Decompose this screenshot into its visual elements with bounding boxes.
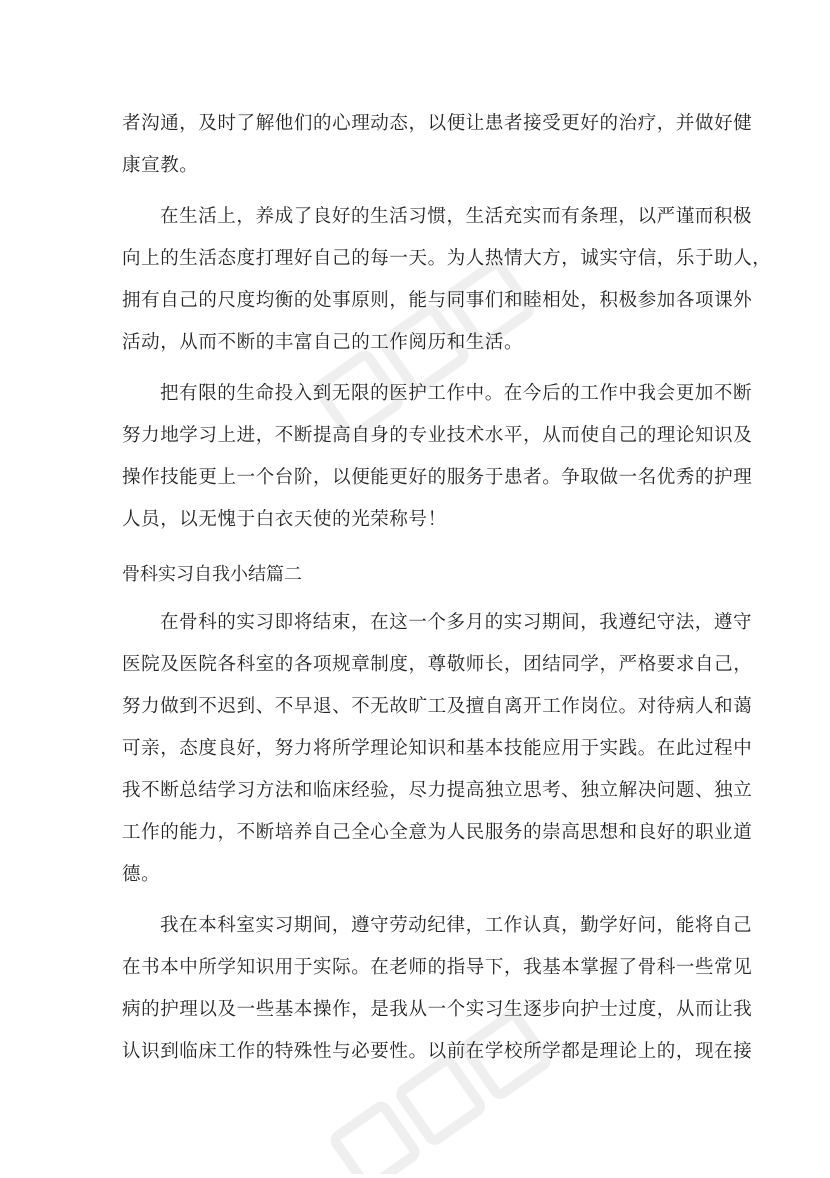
paragraph-2-line-4: 活动，从而不断的丰富自己的工作阅历和生活。 [122,332,524,353]
paragraph-2-line-2: 向上的生活态度打理好自己的每一天。为人热情大方，诚实守信，乐于助人， [122,248,772,269]
paragraph-2-line-3: 拥有自己的尺度均衡的处事原则，能与同事们和睦相处，积极参加各项课外 [122,290,753,311]
paragraph-4-line-7: 德。 [122,864,161,885]
paragraph-2-line-1: 在生活上，养成了良好的生活习惯，生活充实而有条理，以严谨而积极 [160,206,753,227]
paragraph-5-line-3: 病的护理以及一些基本操作，是我从一个实习生逐步向护士过度，从而让我 [122,999,753,1020]
paragraph-4-line-5: 我不断总结学习方法和临床经验，尽力提高独立思考、独立解决问题、独立 [122,780,753,801]
paragraph-4-line-2: 医院及医院各科室的各项规章制度，尊敬师长，团结同学，严格要求自己， [122,654,753,675]
paragraph-4-line-6: 工作的能力，不断培养自己全心全意为人民服务的崇高思想和良好的职业道 [122,822,753,843]
paragraph-3-line-1: 把有限的生命投入到无限的医护工作中。在今后的工作中我会更加不断 [160,383,753,404]
paragraph-3-line-4: 人员，以无愧于白衣天使的光荣称号！ [122,509,447,530]
paragraph-1-line-2: 康宣教。 [122,155,199,176]
paragraph-4-line-3: 努力做到不迟到、不早退、不无故旷工及擅自离开工作岗位。对待病人和蔼 [122,696,753,717]
paragraph-1-line-1: 者沟通，及时了解他们的心理动态，以便让患者接受更好的治疗，并做好健 [122,113,753,134]
paragraph-4-line-1: 在骨科的实习即将结束，在这一个多月的实习期间，我遵纪守法，遵守 [160,612,753,633]
paragraph-4-line-4: 可亲，态度良好，努力将所学理论知识和基本技能应用于实践。在此过程中 [122,738,753,759]
paragraph-3-line-2: 努力地学习上进，不断提高自身的专业技术水平，从而使自己的理论知识及 [122,425,753,446]
paragraph-5-line-4: 认识到临床工作的特殊性与必要性。以前在学校所学都是理论上的，现在接 [122,1041,753,1062]
paragraph-5-line-2: 在书本中所学知识用于实际。在老师的指导下，我基本掌握了骨科一些常见 [122,957,753,978]
paragraph-3-line-3: 操作技能更上一个台阶，以便能更好的服务于患者。争取做一名优秀的护理 [122,467,753,488]
section-heading: 骨科实习自我小结篇二 [122,564,302,585]
paragraph-5-line-1: 我在本科室实习期间，遵守劳动纪律，工作认真，勤学好问，能将自己 [160,915,753,936]
